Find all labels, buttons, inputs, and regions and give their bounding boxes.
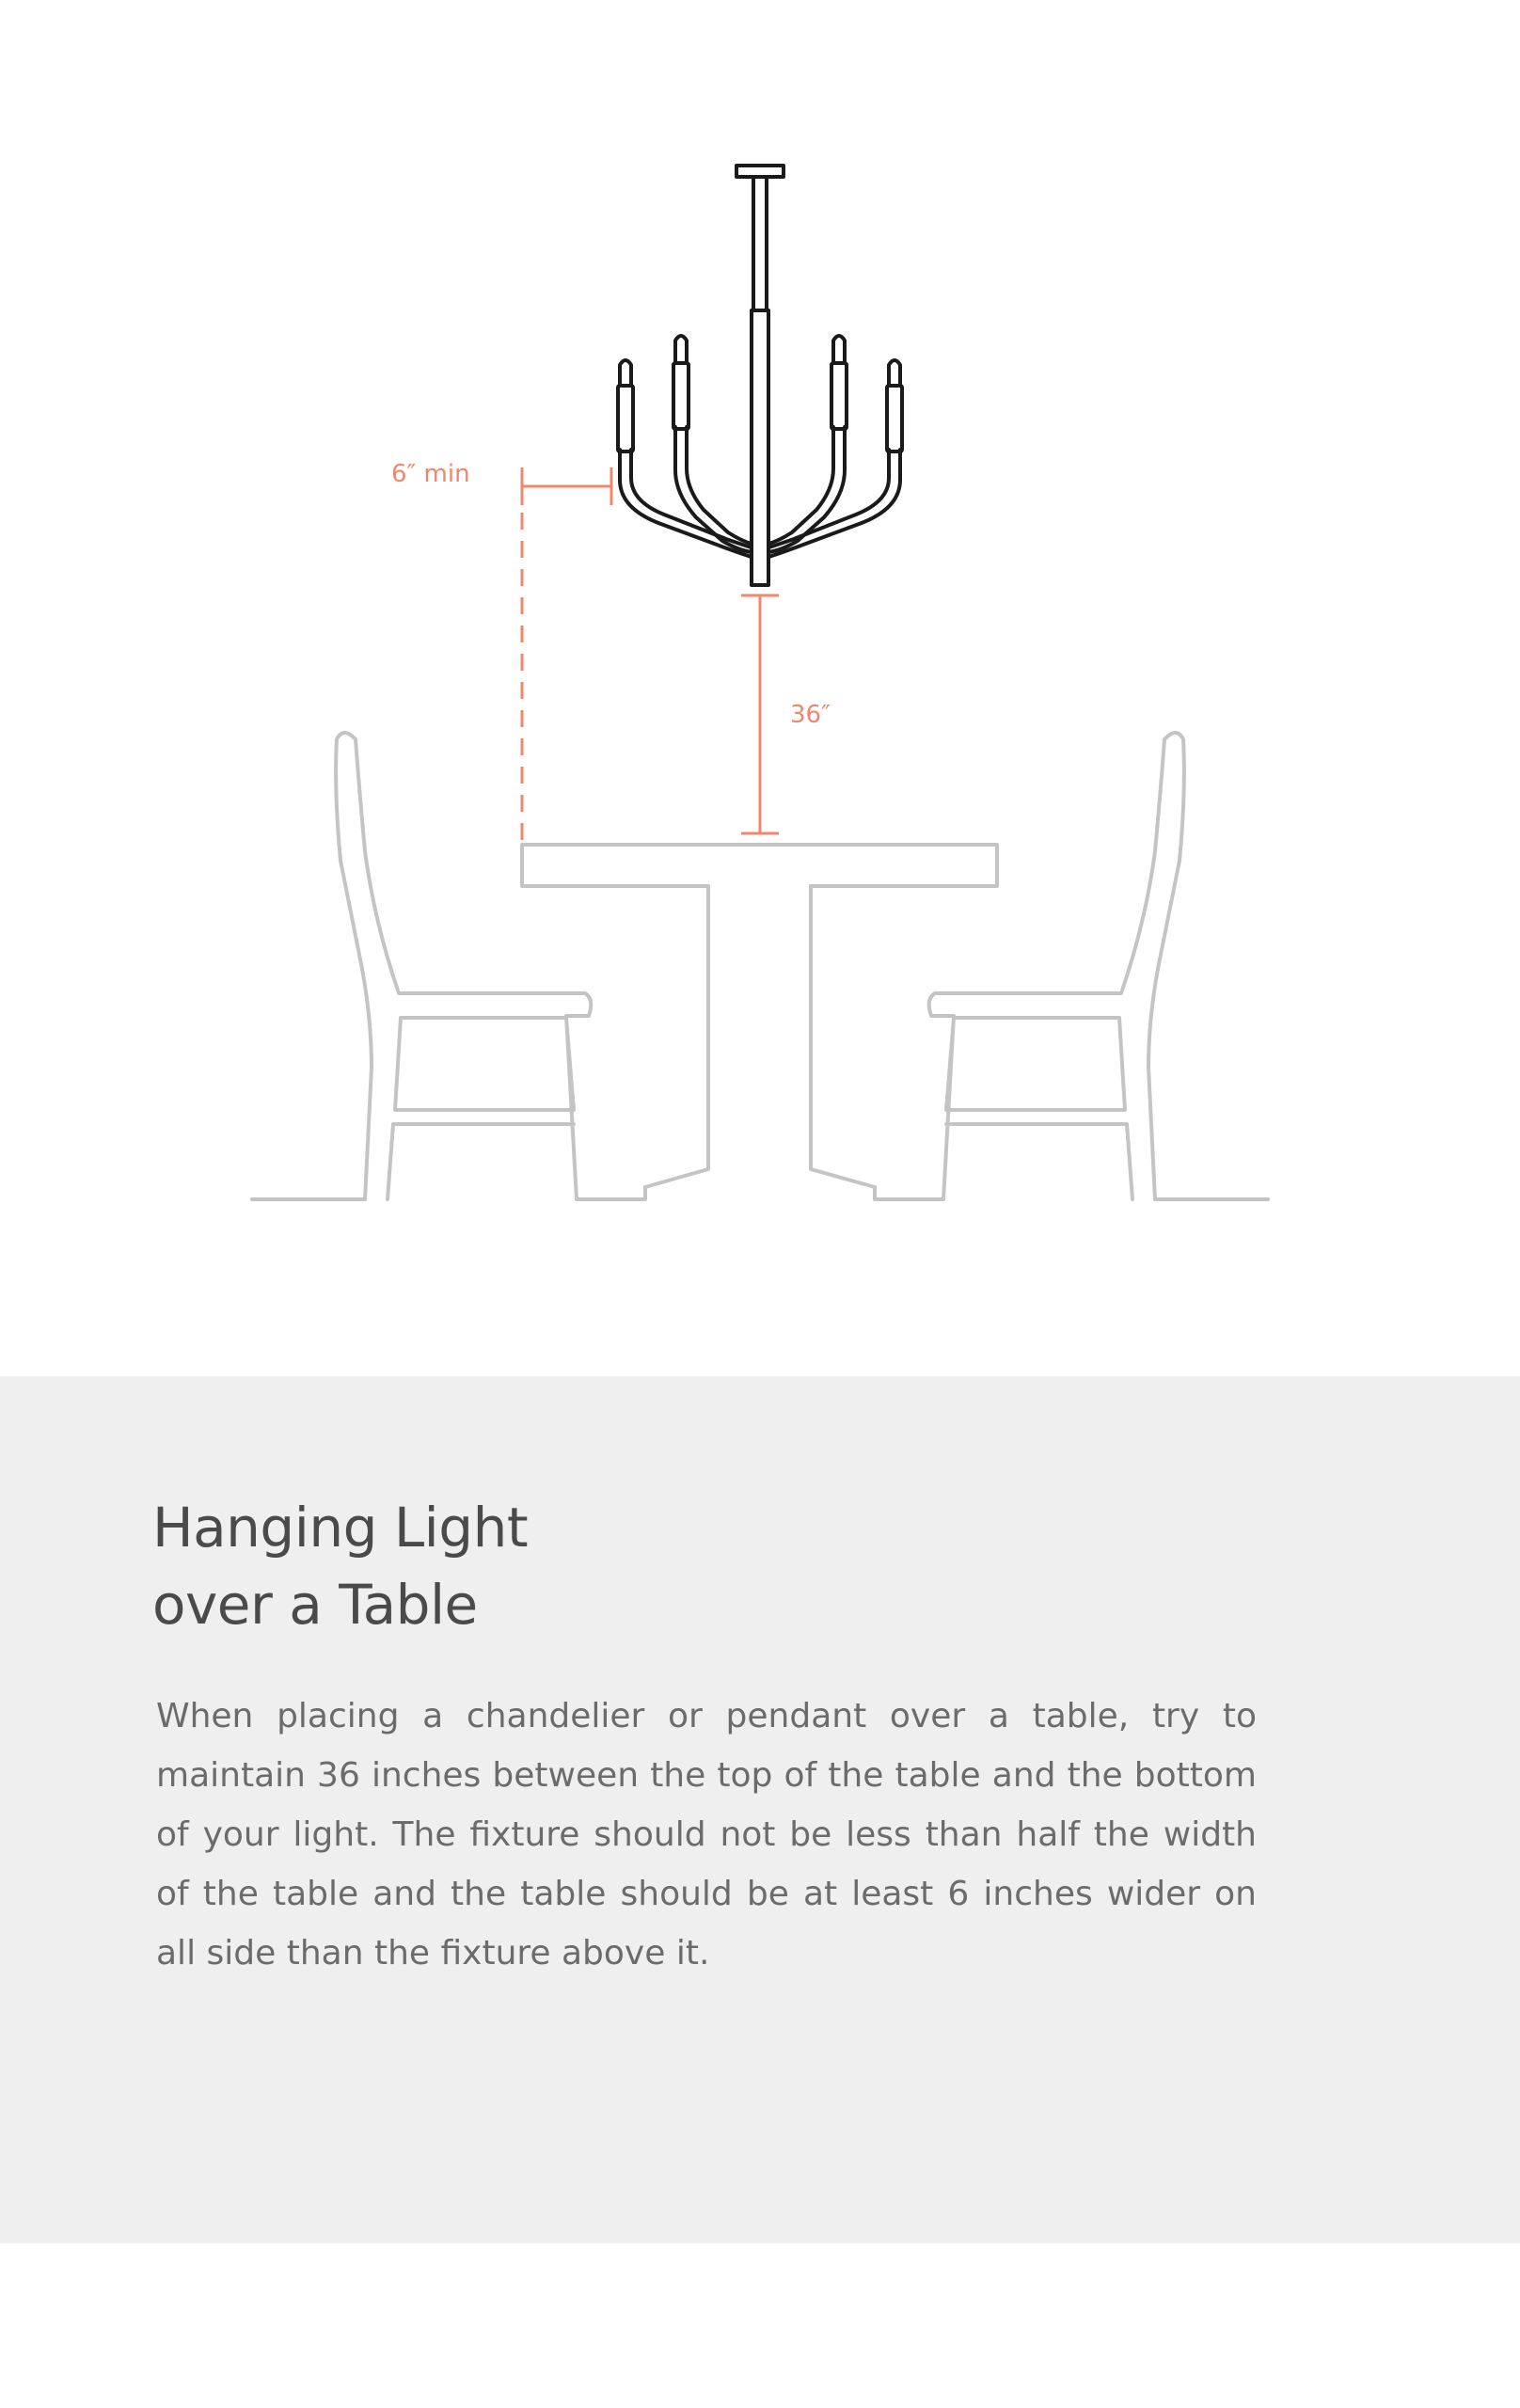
- side-clearance-label: 6″ min: [391, 460, 470, 488]
- table: [522, 845, 997, 1199]
- chandelier: [618, 166, 902, 585]
- candle-bulb-outer-left: [620, 360, 631, 386]
- candle-sleeve-outer-left: [618, 386, 633, 452]
- panel-title: [152, 1489, 999, 1643]
- candle-sleeve-inner-left: [673, 363, 689, 429]
- panel-title-line-1: Hanging Light: [152, 1496, 529, 1560]
- candle-bulb-inner-left: [675, 336, 687, 363]
- chandelier-stem: [753, 177, 767, 310]
- panel-body-text: When placing a chandelier or pendant over a table, try to maintain 36 inches between the top of the table and the bottom of your light. The fixture should not be less than half the width of the table and the table should be at least 6 inches wider on all side than the fixture above it.: [156, 1697, 1257, 1972]
- chair-right: [922, 733, 1184, 1199]
- candle-sleeve-inner-right: [831, 363, 847, 429]
- measurement-guides: [522, 467, 779, 845]
- chandelier-column: [752, 310, 768, 585]
- info-panel: [0, 1376, 1520, 2243]
- panel-title-line-2: over a Table: [152, 1573, 478, 1637]
- chair-left: [336, 733, 598, 1199]
- candle-bulb-outer-right: [889, 360, 900, 386]
- candle-sleeve-outer-right: [887, 386, 902, 452]
- height-clearance-label: 36″: [790, 701, 831, 729]
- candle-bulb-inner-right: [833, 336, 845, 363]
